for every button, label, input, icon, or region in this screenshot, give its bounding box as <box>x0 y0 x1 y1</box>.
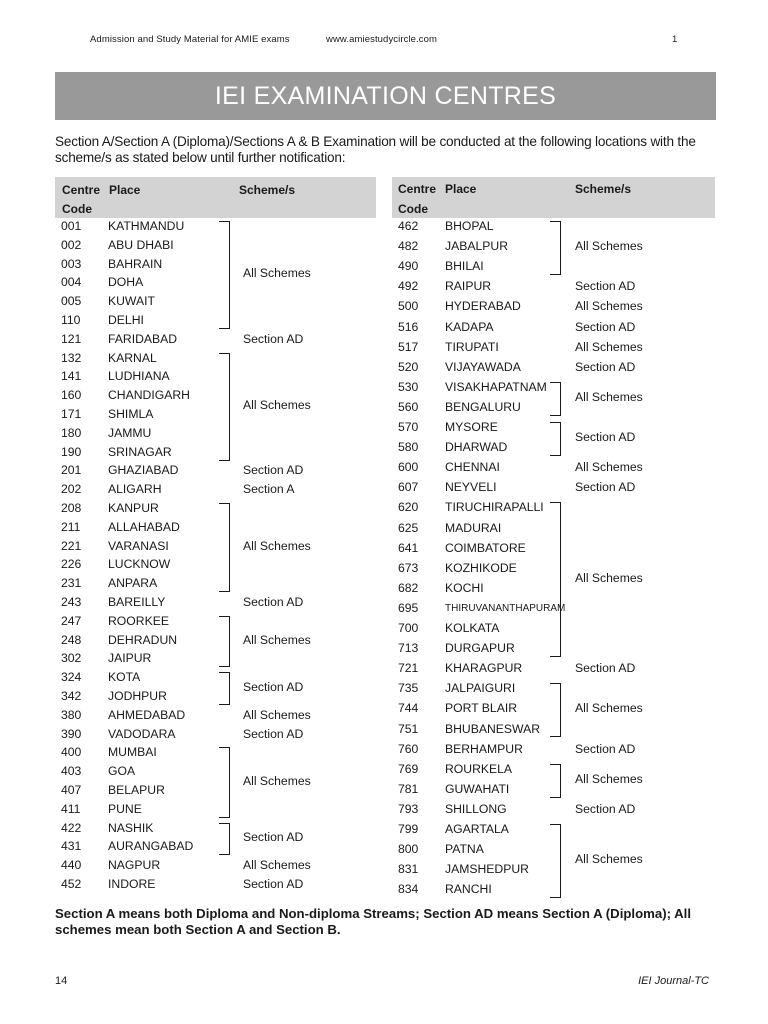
right-centre-code: 793 <box>398 801 419 816</box>
left-centre-place: AURANGABAD <box>108 839 194 854</box>
right-centre-place: TIRUCHIRAPALLI <box>445 500 544 515</box>
right-centre-place: COIMBATORE <box>445 540 526 555</box>
right-centre-place: BHUBANESWAR <box>445 721 541 736</box>
left-centre-code: 247 <box>61 613 82 628</box>
left-centre-place: INDORE <box>108 877 156 891</box>
left-centre-place: SHIMLA <box>108 407 154 421</box>
left-centre-place: BAREILLY <box>108 595 166 609</box>
left-centre-place: JAMMU <box>108 425 152 440</box>
header-website: www.amiestudycircle.com <box>326 34 438 45</box>
left-centre-place: DEHRADUN <box>108 632 178 647</box>
left-centre-code: 180 <box>61 425 82 440</box>
right-centre-code: 520 <box>398 359 419 374</box>
left-centre-place: CHANDIGARH <box>108 388 190 403</box>
left-centre-code: 211 <box>61 519 81 534</box>
right-centre-place: BERHAMPUR <box>445 741 523 756</box>
right-centre-code: 492 <box>398 279 419 294</box>
right-centre-place: THIRUVANANTHAPURAM <box>445 602 566 614</box>
left-centre-code: 324 <box>61 670 82 685</box>
right-header-scheme: Scheme/s <box>575 182 632 196</box>
left-centre-place: SRINAGAR <box>108 444 172 459</box>
right-centre-code: 831 <box>398 862 419 877</box>
left-table-header <box>55 177 376 218</box>
left-centre-code: 226 <box>61 557 82 572</box>
left-centre-code: 452 <box>61 877 82 891</box>
right-centre-place: JABALPUR <box>445 239 508 254</box>
right-centre-place: VIJAYAWADA <box>445 359 521 374</box>
left-scheme-label: All Schemes <box>243 397 311 412</box>
right-scheme-label: All Schemes <box>575 239 643 254</box>
right-scheme-bracket <box>550 824 561 898</box>
left-centre-place: NAGPUR <box>108 858 161 873</box>
left-scheme-label: All Schemes <box>243 266 311 280</box>
right-centre-code: 500 <box>398 299 419 314</box>
left-centre-place: DOHA <box>108 275 144 290</box>
right-scheme-label: Section AD <box>575 430 636 445</box>
left-scheme-label: Section AD <box>243 463 304 478</box>
left-scheme-bracket <box>219 672 230 705</box>
right-centre-place: HYDERABAD <box>445 299 521 314</box>
intro-paragraph: Section A/Section A (Diploma)/Sections A & B Examination will be conducted at the following locations with the scheme/s as stated below until further notification: <box>55 134 696 165</box>
right-centre-code: 516 <box>398 319 419 334</box>
right-centre-code: 800 <box>398 842 419 857</box>
right-scheme-label: All Schemes <box>575 460 643 475</box>
left-scheme-bracket <box>219 503 230 592</box>
left-centre-code: 004 <box>61 275 82 290</box>
left-centre-code: 002 <box>61 237 82 252</box>
right-scheme-label: Section AD <box>575 480 636 495</box>
right-centre-code: 735 <box>398 681 419 696</box>
left-centre-place: JAIPUR <box>108 651 152 666</box>
left-centre-place: VADODARA <box>108 726 176 741</box>
right-centre-code: 600 <box>398 460 419 475</box>
left-centre-code: 390 <box>61 726 82 741</box>
left-centre-place: PUNE <box>108 801 142 816</box>
right-centre-code: 673 <box>398 560 419 575</box>
left-centre-place: JODHPUR <box>108 689 167 703</box>
left-centre-place: KUWAIT <box>108 294 155 309</box>
right-centre-code: 482 <box>398 239 419 254</box>
page-title: IEI EXAMINATION CENTRES <box>55 72 716 120</box>
left-centre-place: LUDHIANA <box>108 369 170 384</box>
left-centre-place: MUMBAI <box>108 745 157 760</box>
right-scheme-bracket <box>550 764 561 798</box>
left-centre-code: 342 <box>61 689 82 703</box>
right-centre-place: PATNA <box>445 842 484 857</box>
right-scheme-label: Section AD <box>575 661 636 676</box>
right-scheme-label: Section AD <box>575 801 636 816</box>
right-centre-place: MYSORE <box>445 420 498 434</box>
left-centre-code: 411 <box>61 801 81 816</box>
right-centre-place: VISAKHAPATNAM <box>445 379 547 394</box>
right-centre-place: SHILLONG <box>445 801 507 816</box>
right-scheme-bracket <box>550 502 561 657</box>
left-centre-place: BELAPUR <box>108 783 165 797</box>
right-scheme-label: Section AD <box>575 741 636 756</box>
right-centre-code: 641 <box>398 540 419 555</box>
right-header-place: Place <box>445 182 477 196</box>
right-centre-code: 834 <box>398 882 419 897</box>
left-scheme-label: Section AD <box>243 726 304 741</box>
left-centre-place: ALIGARH <box>108 482 162 497</box>
left-centre-place: NASHIK <box>108 820 154 835</box>
left-centre-code: 141 <box>61 369 82 384</box>
left-centre-place: KARNAL <box>108 350 157 365</box>
left-centre-place: VARANASI <box>108 538 169 553</box>
right-centre-place: DHARWAD <box>445 440 508 455</box>
left-centre-place: ROORKEE <box>108 613 169 628</box>
left-centre-code: 003 <box>61 256 82 271</box>
right-centre-place: KADAPA <box>445 319 494 334</box>
right-scheme-bracket <box>550 683 561 737</box>
left-centre-code: 243 <box>61 595 82 609</box>
right-scheme-bracket <box>550 221 561 275</box>
right-centre-code: 607 <box>398 480 419 495</box>
right-centre-code: 769 <box>398 761 419 776</box>
left-centre-code: 201 <box>61 463 82 478</box>
right-scheme-label: All Schemes <box>575 701 643 716</box>
left-centre-place: ABU DHABI <box>108 237 174 252</box>
right-scheme-bracket <box>550 422 561 456</box>
right-centre-code: 462 <box>398 219 419 233</box>
left-centre-code: 160 <box>61 388 82 403</box>
left-centre-place: BAHRAIN <box>108 256 163 271</box>
left-centre-code: 208 <box>61 501 82 515</box>
right-scheme-label: Section AD <box>575 279 636 294</box>
right-centre-place: KOLKATA <box>445 621 500 635</box>
left-scheme-bracket <box>219 747 230 817</box>
left-header-code: Code <box>62 202 92 216</box>
right-centre-code: 625 <box>398 520 419 535</box>
right-table-header <box>392 177 715 218</box>
right-centre-code: 682 <box>398 580 419 595</box>
left-scheme-label: All Schemes <box>243 632 311 647</box>
left-centre-code: 248 <box>61 632 82 647</box>
left-centre-place: GHAZIABAD <box>108 463 179 478</box>
left-centre-code: 400 <box>61 745 82 760</box>
right-centre-place: MADURAI <box>445 520 502 535</box>
right-centre-place: CHENNAI <box>445 460 500 475</box>
right-centre-place: AGARTALA <box>445 822 509 836</box>
left-centre-code: 221 <box>61 538 82 553</box>
left-scheme-label: Section AD <box>243 331 304 346</box>
left-centre-code: 422 <box>61 820 82 835</box>
left-header-centre: Centre <box>62 183 101 197</box>
left-centre-place: ALLAHABAD <box>108 519 180 534</box>
right-centre-place: BHILAI <box>445 259 484 274</box>
footer-page-number: 14 <box>55 975 68 987</box>
left-centre-code: 132 <box>61 350 82 365</box>
left-centre-code: 440 <box>61 858 82 873</box>
right-centre-code: 760 <box>398 741 419 756</box>
left-centre-place: AHMEDABAD <box>108 707 186 722</box>
left-scheme-label: All Schemes <box>243 707 311 722</box>
right-centre-code: 744 <box>398 701 419 716</box>
footer-journal: IEI Journal-TC <box>638 975 709 987</box>
right-centre-place: BHOPAL <box>445 219 494 233</box>
right-centre-code: 751 <box>398 721 419 736</box>
left-centre-place: KOTA <box>108 670 141 685</box>
left-centre-place: GOA <box>108 764 136 779</box>
right-scheme-label: Section AD <box>575 319 636 334</box>
right-centre-place: RANCHI <box>445 882 492 897</box>
right-scheme-label: All Schemes <box>575 299 643 314</box>
left-scheme-label: All Schemes <box>243 538 311 553</box>
left-scheme-label: All Schemes <box>243 858 311 873</box>
right-centre-place: KOCHI <box>445 580 484 595</box>
left-centre-code: 121 <box>61 331 82 346</box>
right-centre-place: DURGAPUR <box>445 641 515 656</box>
right-centre-place: BENGALURU <box>445 399 521 414</box>
right-centre-code: 517 <box>398 339 419 354</box>
left-centre-code: 005 <box>61 294 82 309</box>
right-centre-code: 490 <box>398 259 419 274</box>
left-centre-code: 110 <box>61 313 81 327</box>
left-centre-code: 001 <box>61 219 82 233</box>
left-centre-place: FARIDABAD <box>108 331 178 346</box>
right-scheme-label: All Schemes <box>575 570 643 585</box>
right-scheme-label: All Schemes <box>575 771 643 786</box>
left-scheme-label: Section AD <box>243 679 304 694</box>
left-scheme-label: Section AD <box>243 830 304 844</box>
left-scheme-bracket <box>219 616 230 668</box>
right-header-code: Code <box>398 202 428 216</box>
left-centre-code: 302 <box>61 651 82 666</box>
left-scheme-label: Section A <box>243 482 295 497</box>
right-scheme-label: Section AD <box>575 359 636 374</box>
left-centre-code: 407 <box>61 783 82 797</box>
right-header-centre: Centre <box>398 182 437 196</box>
right-centre-code: 560 <box>398 399 419 414</box>
right-centre-code: 713 <box>398 641 419 656</box>
right-centre-place: RAIPUR <box>445 279 492 294</box>
right-centre-code: 580 <box>398 440 419 455</box>
right-centre-code: 799 <box>398 822 419 836</box>
right-centre-code: 721 <box>398 661 419 676</box>
right-centre-place: NEYVELI <box>445 480 497 495</box>
left-centre-code: 380 <box>61 707 82 722</box>
footnote: Section A means both Diploma and Non-diploma Streams; Section AD means Section A (Diploma); All schemes mean both Section A and Section B. <box>55 906 692 937</box>
left-scheme-label: All Schemes <box>243 773 311 788</box>
right-centre-code: 781 <box>398 781 419 796</box>
left-centre-code: 202 <box>61 482 82 497</box>
right-centre-place: TIRUPATI <box>445 339 499 354</box>
right-centre-code: 620 <box>398 500 419 515</box>
right-centre-place: GUWAHATI <box>445 781 510 796</box>
right-centre-code: 530 <box>398 379 419 394</box>
left-scheme-bracket <box>219 353 230 461</box>
right-scheme-label: All Schemes <box>575 852 643 867</box>
right-centre-place: KOZHIKODE <box>445 560 517 575</box>
left-centre-place: ANPARA <box>108 576 158 591</box>
right-centre-place: JALPAIGURI <box>445 681 516 696</box>
left-scheme-label: Section AD <box>243 595 304 609</box>
right-centre-code: 695 <box>398 600 419 615</box>
left-centre-code: 231 <box>61 576 82 591</box>
left-centre-code: 190 <box>61 444 82 459</box>
left-scheme-bracket <box>219 823 230 856</box>
left-scheme-bracket <box>219 221 230 329</box>
right-scheme-label: All Schemes <box>575 339 643 354</box>
left-centre-place: LUCKNOW <box>108 557 171 572</box>
right-centre-code: 700 <box>398 621 419 635</box>
right-centre-place: ROURKELA <box>445 761 513 776</box>
left-centre-place: KANPUR <box>108 501 159 515</box>
right-scheme-bracket <box>550 382 561 416</box>
left-centre-code: 171 <box>61 407 82 421</box>
left-centre-code: 431 <box>61 839 82 854</box>
right-scheme-label: All Schemes <box>575 389 643 404</box>
header-page-number: 1 <box>672 34 678 45</box>
right-centre-code: 570 <box>398 420 419 434</box>
right-centre-place: JAMSHEDPUR <box>445 862 529 877</box>
left-header-scheme: Scheme/s <box>239 183 296 197</box>
left-header-place: Place <box>109 183 141 197</box>
left-centre-place: KATHMANDU <box>108 219 185 233</box>
left-centre-place: DELHI <box>108 313 144 327</box>
header-site-title: Admission and Study Material for AMIE exams <box>90 34 290 45</box>
left-scheme-label: Section AD <box>243 877 304 891</box>
left-centre-code: 403 <box>61 764 82 779</box>
right-centre-place: KHARAGPUR <box>445 661 523 676</box>
right-centre-place: PORT BLAIR <box>445 701 518 716</box>
